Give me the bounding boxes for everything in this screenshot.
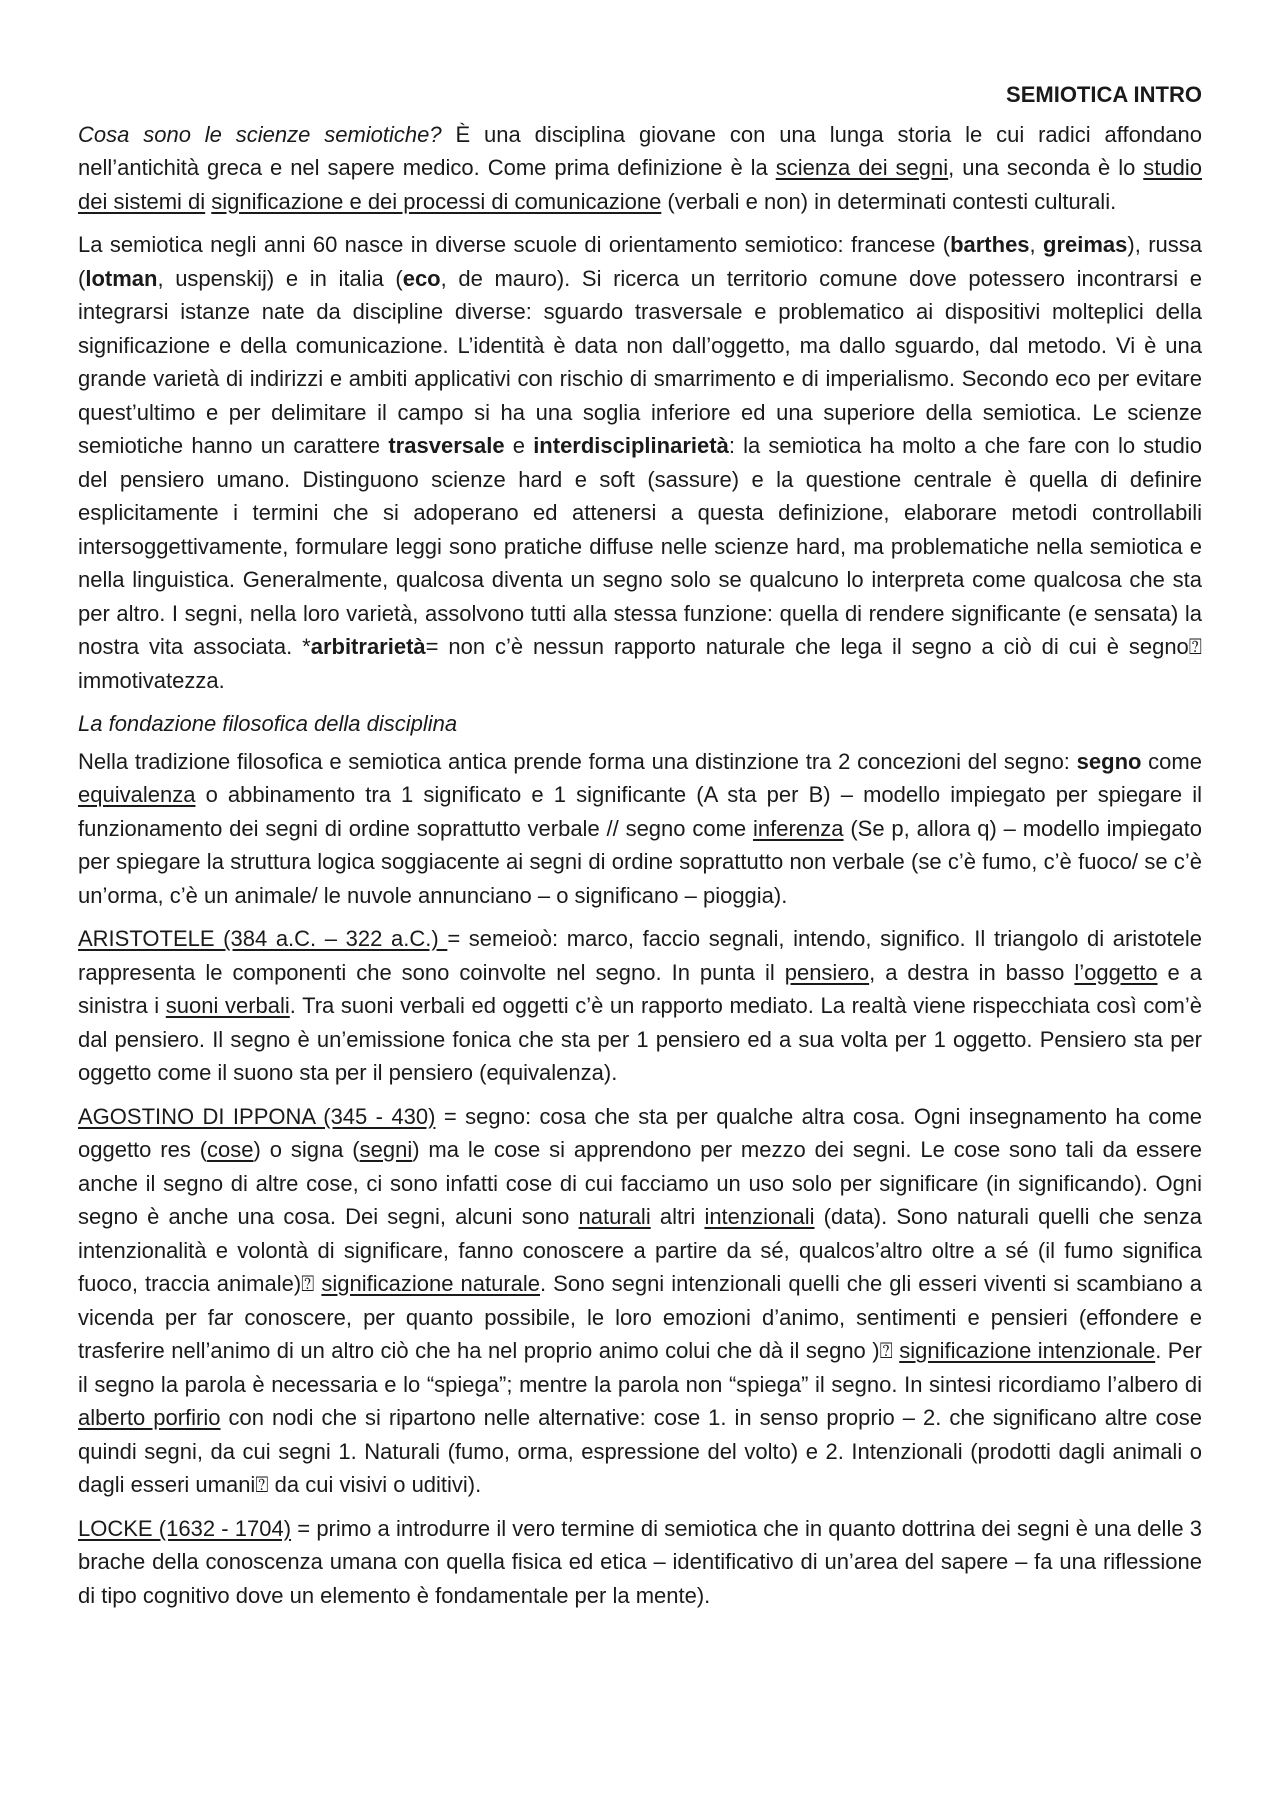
page-title: SEMIOTICA INTRO (1006, 82, 1202, 107)
paragraph-agostino: AGOSTINO DI IPPONA (345 - 430) = segno: cosa che sta per qualche altra cosa. Ogni insegnamento ha come oggetto res (cose) o signa (segni) ma le cose si apprendono per mezzo dei segni. Le cose sono tali da essere anche il segno di altre cose, ci sono infatti cose di cui facciamo un uso solo per significare (in significando). Ogni segno è anche una cosa. Dei segni, alcuni sono naturali altri intenzionali (data). Sono naturali quelli che senza intenzionalità e volontà di significare, fanno conoscere a partire da sé, qualcos’altro oltre a sé (il fumo significa fuoco, traccia animale)⍰ significazione naturale. Sono segni intenzionali quelli che gli esseri viventi si scambiano a vicenda per far conoscere, per quanto possibile, le loro emozioni d’animo, sentimenti e pensieri (effondere e trasferire nell’animo di un altro ciò che ha nel proprio animo colui che dà il segno )⍰ significazione intenzionale. Per il segno la parola è necessaria e lo “spiega”; mentre la parola non “spiega” il segno. In sintesi ricordiamo l’albero di alberto porfirio con nodi che si ripartono nelle alternative: cose 1. in senso proprio – 2. che significano altre cose quindi segni, da cui segni 1. Naturali (fumo, orma, espressione del volto) e 2. Intenzionali (prodotti dagli animali o dagli esseri umani⍰ da cui visivi o uditivi). (78, 1103, 1203, 1497)
document-page (78, 78, 1202, 1622)
paragraph-locke: LOCKE (1632 - 1704) = primo a introdurre il vero termine di semiotica che in quanto dottrina dei segni è una delle 3 brache della conoscenza umana con quella fisica ed etica – identificativo di un’area del sapere – fa una riflessione di tipo cognitivo dove un elemento è fondamentale per la mente). (78, 1515, 1203, 1608)
section-heading: La fondazione filosofica della disciplina (78, 711, 458, 736)
paragraph-aristotele: ARISTOTELE (384 a.C. – 322 a.C.) = semeioò: marco, faccio segnali, intendo, significo. Il triangolo di aristotele rappresenta le componenti che sono coinvolte nel segno. In punta il pensiero, a destra in basso l’oggetto e a sinistra i suoni verbali. Tra suoni verbali ed oggetti c’è un rapporto mediato. La realtà viene rispecchiata così com’è dal pensiero. Il segno è un’emissione fonica che sta per 1 pensiero ed a sua volta per 1 oggetto. Pensiero sta per oggetto come il suono sta per il pensiero (equivalenza). (78, 926, 1203, 1085)
paragraph-foundation: Nella tradizione filosofica e semiotica antica prende forma una distinzione tra 2 concezioni del segno: segno come equivalenza o abbinamento tra 1 significato e 1 significante (A sta per B) – modello impiegato per spiegare il funzionamento dei segni di ordine soprattutto verbale // segno come inferenza (Se p, allora q) – modello impiegato per spiegare la struttura logica soggiacente ai segni di ordine soprattutto non verbale (se c’è fumo, c’è fuoco/ se c’è un’orma, c’è un animale/ le nuvole annunciano – o significano – pioggia). (78, 748, 1202, 908)
paragraph-intro: Cosa sono le scienze semiotiche? È una disciplina giovane con una lunga storia le cui radici affondano nell’antichità greca e nel sapere medico. Come prima definizione è la scienza dei segni, una seconda è lo studio dei sistemi di significazione e dei processi di comunicazione (verbali e non) in determinati contesti culturali. (78, 121, 1202, 214)
paragraph-history: La semiotica negli anni 60 nasce in diverse scuole di orientamento semiotico: francese (barthes, greimas), russa (lotman, uspenskij) e in italia (eco, de mauro). Si ricerca un territorio comune dove potessero incontrarsi e integrarsi istanze nate da discipline diverse: sguardo trasversale e problematico ai dispositivi molteplici della significazione e della comunicazione. L’identità è data non dall’oggetto, ma dallo sguardo, dal metodo. Vi è una grande varietà di indirizzi e ambiti applicativi con rischio di smarrimento e di imperialismo. Secondo eco per evitare quest’ultimo e per delimitare il campo si ha una soglia inferiore ed una superiore della semiotica. Le scienze semiotiche hanno un carattere trasversale e interdisciplinarietà: la semiotica ha molto a che fare con lo studio del pensiero umano. Distinguono scienze hard e soft (sassure) e la questione centrale è quella di definire esplicitamente i termini che si adoperano ed attenersi a questa definizione, elaborare metodi controllabili intersoggettivamente, formulare leggi sono pratiche diffuse nelle scienze hard, ma problematiche nella semiotica e nella linguistica. Generalmente, qualcosa diventa un segno solo se qualcuno lo interpreta come qualcosa che sta per altro. I segni, nella loro varietà, assolvono tutti alla stessa funzione: quella di rendere significante (e sensata) la nostra vita associata. *arbitrarietà= non c’è nessun rapporto naturale che lega il segno a ciò di cui è segno⍰ immotivatezza. (78, 232, 1202, 693)
